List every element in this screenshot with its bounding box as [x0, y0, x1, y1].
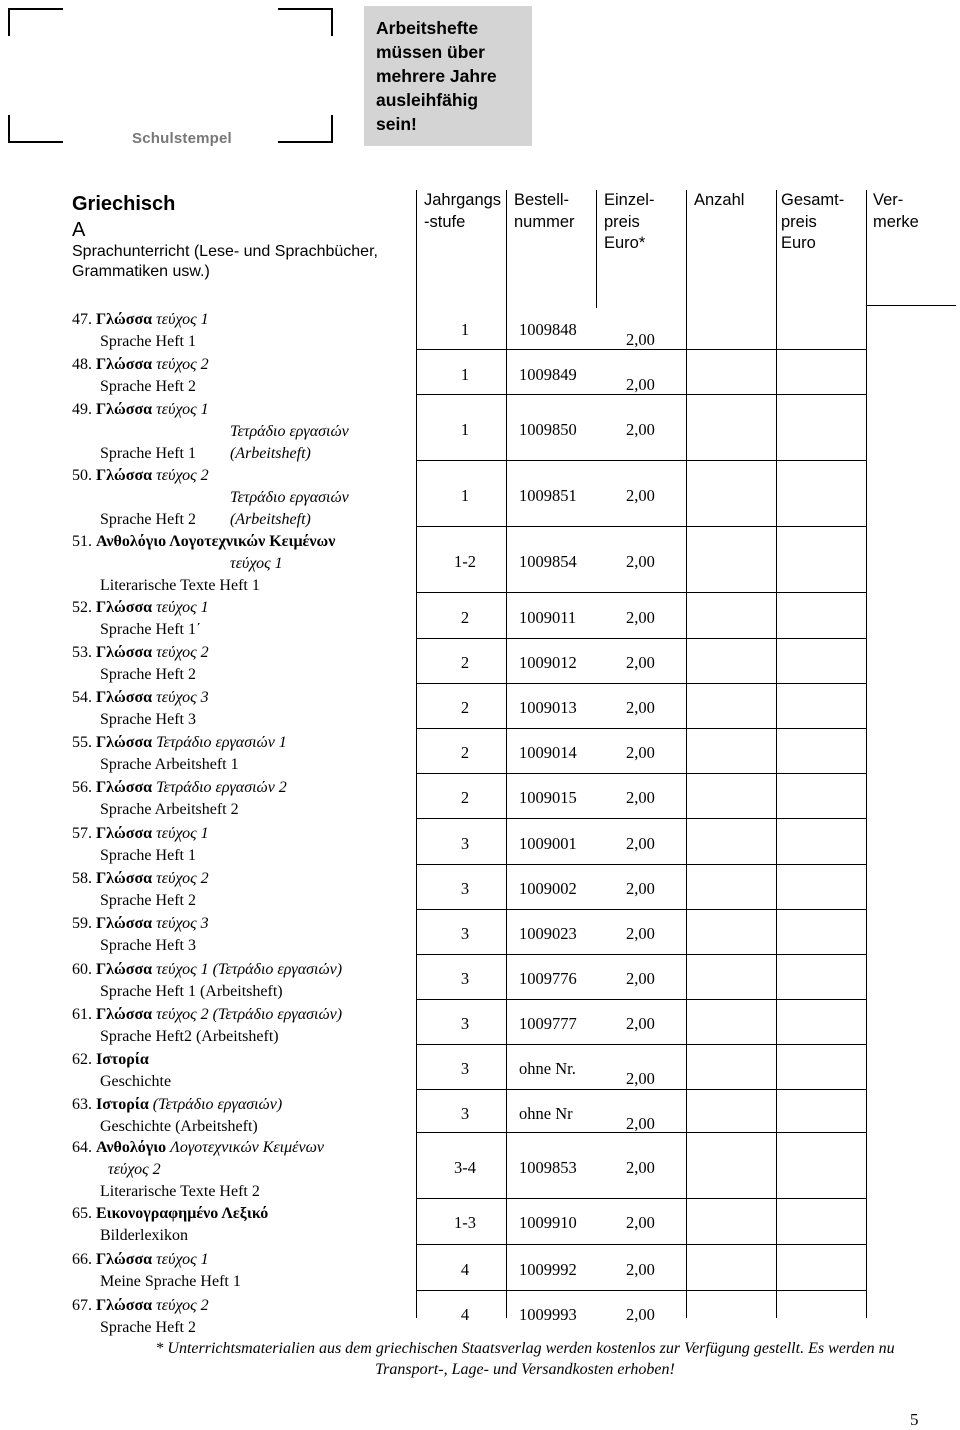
cell-order: 1009023 — [519, 924, 577, 943]
cell-grade: 2 — [460, 608, 470, 627]
item-title-german — [100, 576, 260, 596]
cell-grade: 3 — [460, 1059, 470, 1078]
item-number: 63. — [72, 1096, 92, 1113]
item-volume: τεύχος 1 — [156, 401, 209, 418]
item-title-greek — [72, 400, 209, 420]
item-title-greek — [72, 1204, 268, 1224]
cell-price: 2,00 — [626, 924, 655, 943]
cell-price: 2,00 — [626, 834, 655, 853]
notice-line: sein! — [376, 114, 417, 134]
cell-order: 1009002 — [519, 879, 577, 898]
grid-line — [866, 305, 956, 306]
grid-line — [416, 683, 866, 684]
item-title-bold: Γλώσσα — [96, 644, 153, 661]
item-volume: τεύχος 1 — [156, 1251, 209, 1268]
cell-order: 1009992 — [519, 1260, 577, 1279]
column-header-unit-price: Einzel- preis Euro* — [604, 191, 655, 252]
item-volume: τεύχος 1 — [156, 599, 209, 616]
item-title-bold: Γλώσσα — [96, 599, 153, 616]
item-volume: τεύχος 2 — [156, 644, 209, 661]
cell-grade: 3 — [460, 969, 470, 988]
german-title: Sprache Heft 1 — [100, 333, 196, 350]
cell-order: 1009854 — [519, 552, 577, 571]
item-title-german — [100, 936, 196, 956]
item-number: 49. — [72, 401, 92, 418]
item-subtitle: Τετράδιο εργασιών — [230, 489, 349, 506]
grid-line — [416, 728, 866, 729]
item-title-bold: Ιστορία — [96, 1051, 149, 1068]
cell-grade: 1 — [460, 486, 470, 505]
item-title-greek — [72, 1050, 149, 1070]
item-title-bold: Γλώσσα — [96, 689, 153, 706]
german-title: Geschichte — [100, 1073, 172, 1090]
item-volume: τεύχος 2 — [156, 870, 209, 887]
item-title-greek — [72, 688, 209, 708]
cell-price: 2,00 — [626, 486, 655, 505]
item-title-greek — [72, 598, 209, 618]
item-title-bold: Γλώσσα — [96, 356, 153, 373]
subject-title: Griechisch — [72, 193, 176, 215]
grid-line — [416, 460, 866, 461]
cell-grade: 2 — [460, 653, 470, 672]
stamp-label: Schulstempel — [132, 130, 232, 147]
item-title-bold: Γλώσσα — [96, 961, 153, 978]
grid-line — [596, 190, 597, 308]
item-title-bold: Εικονογραφημένο Λεξικό — [96, 1205, 269, 1222]
item-volume: τεύχος 3 — [156, 689, 209, 706]
grid-line — [416, 190, 417, 1318]
item-title-german — [100, 665, 196, 685]
notice-line: Arbeitshefte — [376, 18, 479, 38]
item-number: 66. — [72, 1251, 92, 1268]
german-title: Sprache Arbeitsheft 2 — [100, 801, 239, 818]
cell-price: 2,00 — [626, 653, 655, 672]
item-title-bold: Ανθολόγιο — [96, 1139, 167, 1156]
item-number: 53. — [72, 644, 92, 661]
grid-line — [416, 818, 866, 819]
item-title-greek — [72, 778, 287, 798]
cell-grade: 3 — [460, 924, 470, 943]
item-title-greek — [72, 1250, 209, 1270]
german-title: Sprache Heft 2 — [100, 378, 196, 395]
item-number: 59. — [72, 915, 92, 932]
cell-order: 1009013 — [519, 698, 577, 717]
cell-order: ohne Nr. — [519, 1059, 576, 1078]
item-number: 48. — [72, 356, 92, 373]
cell-order: 1009853 — [519, 1158, 577, 1177]
cell-grade: 3 — [460, 879, 470, 898]
item-title-greek — [72, 824, 209, 844]
cell-order: 1009850 — [519, 420, 577, 439]
grid-line — [416, 909, 866, 910]
cell-grade: 4 — [460, 1305, 470, 1324]
cell-price: 2,00 — [626, 1213, 655, 1232]
item-title-greek — [72, 310, 209, 330]
item-title-german — [100, 444, 311, 464]
german-title: Sprache Heft 1΄ — [100, 621, 202, 638]
cell-price: 2,00 — [626, 608, 655, 627]
item-number: 56. — [72, 779, 92, 796]
item-title-bold: Γλώσσα — [96, 467, 153, 484]
item-title-bold: Γλώσσα — [96, 870, 153, 887]
cell-grade: 2 — [460, 698, 470, 717]
item-volume: τεύχος 3 — [156, 915, 209, 932]
page-number: 5 — [910, 1410, 919, 1429]
notice-line: mehrere Jahre — [376, 66, 497, 86]
notice-line: müssen über — [376, 42, 485, 62]
item-number: 58. — [72, 870, 92, 887]
item-number: 61. — [72, 1006, 92, 1023]
cell-price: 2,00 — [626, 788, 655, 807]
item-title-greek — [72, 466, 209, 486]
subject-letter: A — [72, 219, 86, 241]
german-title: Sprache Heft 3 — [100, 711, 196, 728]
workbook-note: (Arbeitsheft) — [229, 511, 311, 528]
item-title-bold: Γλώσσα — [96, 1006, 153, 1023]
cell-order: 1009993 — [519, 1305, 577, 1324]
cell-order: 1009776 — [519, 969, 577, 988]
item-title-greek — [72, 355, 209, 375]
cell-price: 2,00 — [626, 552, 655, 571]
cell-price: 2,00 — [626, 1158, 655, 1177]
item-volume: (Τετράδιο εργασιών) — [152, 1096, 283, 1113]
item-title-greek — [72, 914, 209, 934]
cell-order: 1009848 — [519, 320, 577, 339]
item-title-german — [100, 1318, 196, 1338]
german-title: Sprache Heft 2 — [100, 892, 196, 909]
cell-price: 2,00 — [626, 1014, 655, 1033]
item-volume: τεύχος 2 — [156, 1297, 209, 1314]
german-title: Sprache Arbeitsheft 1 — [100, 756, 239, 773]
item-number: 52. — [72, 599, 92, 616]
cell-price: 2,00 — [626, 1069, 655, 1088]
grid-line — [416, 1290, 866, 1291]
item-number: 64. — [72, 1139, 92, 1156]
item-volume: τεύχος 2 (Τετράδιο εργασιών) — [156, 1006, 343, 1023]
grid-line — [416, 1089, 866, 1090]
cell-order: 1009851 — [519, 486, 577, 505]
item-number: 60. — [72, 961, 92, 978]
item-title-bold: Γλώσσα — [96, 734, 153, 751]
item-title-german — [100, 755, 239, 775]
item-title-bold: Γλώσσα — [96, 311, 153, 328]
school-stamp-box — [8, 8, 333, 143]
item-volume: τεύχος 1 — [156, 311, 209, 328]
item-title-german — [100, 1117, 258, 1137]
item-title-greek — [72, 1095, 282, 1115]
grid-line — [506, 190, 507, 1318]
grid-line — [416, 954, 866, 955]
item-title-german — [100, 1226, 188, 1246]
item-title-german — [100, 1182, 260, 1202]
cell-grade: 1-3 — [454, 1213, 476, 1232]
item-number: 57. — [72, 825, 92, 842]
grid-line — [416, 773, 866, 774]
item-volume: Τετράδιο εργασιών 2 — [156, 779, 287, 796]
item-title-bold: Γλώσσα — [96, 915, 153, 932]
german-title: Sprache Heft 2 — [100, 666, 196, 683]
cell-price: 2,00 — [626, 1260, 655, 1279]
item-number: 54. — [72, 689, 92, 706]
cell-order: 1009015 — [519, 788, 577, 807]
cell-order: 1009011 — [519, 608, 577, 627]
item-title-greek — [72, 733, 287, 753]
cell-price: 2,00 — [626, 420, 655, 439]
item-number: 55. — [72, 734, 92, 751]
item-volume: τεύχος 2 — [156, 356, 209, 373]
column-header-quantity: Anzahl — [694, 191, 745, 209]
item-title-bold: Γλώσσα — [96, 1251, 153, 1268]
cell-grade: 2 — [460, 788, 470, 807]
grid-line — [416, 999, 866, 1000]
item-title-bold: Γλώσσα — [96, 1297, 153, 1314]
cell-order: ohne Nr — [519, 1104, 573, 1123]
german-title: Sprache Heft 2 — [100, 1319, 196, 1336]
item-volume: Λογοτεχνικών Κειμένων — [170, 1139, 324, 1156]
cell-grade: 1 — [460, 420, 470, 439]
cell-grade: 2 — [460, 743, 470, 762]
german-title: Meine Sprache Heft 1 — [100, 1273, 241, 1290]
item-volume: τεύχος 1 — [156, 825, 209, 842]
cell-grade: 1 — [460, 365, 470, 384]
cell-price: 2,00 — [626, 743, 655, 762]
item-title-greek — [72, 1005, 342, 1025]
item-title-bold: Γλώσσα — [96, 779, 153, 796]
item-title-german — [100, 846, 196, 866]
grid-line — [776, 190, 777, 1318]
german-title: Sprache Heft2 (Arbeitsheft) — [100, 1028, 279, 1045]
german-title: Sprache Heft 1 (Arbeitsheft) — [100, 983, 283, 1000]
item-title-german — [100, 620, 201, 640]
german-title: Literarische Texte Heft 1 — [100, 577, 260, 594]
item-title-bold: Γλώσσα — [96, 825, 153, 842]
cell-order: 1009777 — [519, 1014, 577, 1033]
item-number: 67. — [72, 1297, 92, 1314]
item-title-greek — [72, 643, 209, 663]
cell-price: 2,00 — [626, 1114, 655, 1133]
item-title-bold: Ανθολόγιο Λογοτεχνικών Κειμένων — [96, 533, 336, 550]
cell-grade: 4 — [460, 1260, 470, 1279]
item-title-german — [100, 377, 196, 397]
grid-line — [686, 190, 687, 1318]
item-title-greek — [72, 960, 342, 980]
cell-price: 2,00 — [626, 698, 655, 717]
grid-line — [866, 190, 867, 1318]
workbook-note: (Arbeitsheft) — [229, 445, 311, 462]
item-title-german — [100, 891, 196, 911]
item-title-german — [100, 982, 283, 1002]
item-volume: τεύχος 1 (Τετράδιο εργασιών) — [156, 961, 343, 978]
cell-order: 1009001 — [519, 834, 577, 853]
grid-line — [416, 864, 866, 865]
german-title: Sprache Heft 1 — [100, 445, 196, 462]
column-header-remarks: Ver- merke — [873, 191, 919, 231]
item-title-german — [100, 710, 196, 730]
item-title-german — [100, 510, 311, 530]
cell-price: 2,00 — [626, 330, 655, 349]
item-title-german — [100, 800, 239, 820]
item-title-greek — [72, 869, 209, 889]
cell-price: 2,00 — [626, 375, 655, 394]
item-volume: τεύχος 2 — [156, 467, 209, 484]
cell-grade: 1-2 — [454, 552, 476, 571]
notice-line: ausleihfähig — [376, 90, 479, 110]
item-subtitle: Τετράδιο εργασιών — [230, 423, 349, 440]
item-title-german — [100, 1272, 241, 1292]
item-number: 50. — [72, 467, 92, 484]
grid-line — [416, 526, 866, 527]
subject-description: Sprachunterricht (Lese- und Sprachbücher, Grammatiken usw.) — [72, 243, 378, 280]
item-number: 62. — [72, 1051, 92, 1068]
cell-grade: 3 — [460, 1014, 470, 1033]
grid-line — [416, 1198, 866, 1199]
item-title-german — [100, 1072, 171, 1092]
column-header-total-price: Gesamt- preis Euro — [781, 191, 845, 252]
item-number: 65. — [72, 1205, 92, 1222]
notice-box — [364, 6, 532, 146]
german-title: Bilderlexikon — [100, 1227, 188, 1244]
german-title: Literarische Texte Heft 2 — [100, 1183, 260, 1200]
item-number: 51. — [72, 533, 92, 550]
cell-price: 2,00 — [626, 1305, 655, 1324]
cell-price: 2,00 — [626, 879, 655, 898]
item-volume: Τετράδιο εργασιών 1 — [156, 734, 287, 751]
item-title-bold: Ιστορία — [96, 1096, 149, 1113]
german-title: Sprache Heft 2 — [100, 511, 196, 528]
item-number: 47. — [72, 311, 92, 328]
footnote: * Unterrichtsmaterialien aus dem griechischen Staatsverlag werden kostenlos zur Verfügung gestellt. Es werden nu Transport-, Lage- und Versandkosten erhoben! — [155, 1340, 895, 1378]
cell-grade: 3 — [460, 1104, 470, 1123]
item-title-greek — [72, 1296, 209, 1316]
item-title-greek — [72, 532, 335, 552]
column-header-grade: Jahrgangs -stufe — [424, 191, 502, 231]
german-title: Geschichte (Arbeitsheft) — [100, 1118, 258, 1135]
cell-order: 1009014 — [519, 743, 577, 762]
item-subtitle: τεύχος 1 — [230, 555, 283, 572]
german-title: Sprache Heft 3 — [100, 937, 196, 954]
grid-line — [416, 1244, 866, 1245]
cell-grade: 3-4 — [454, 1158, 476, 1177]
item-subtitle: τεύχος 2 — [108, 1161, 161, 1178]
item-title-bold: Γλώσσα — [96, 401, 153, 418]
cell-order: 1009012 — [519, 653, 577, 672]
grid-line — [416, 592, 866, 593]
cell-grade: 1 — [460, 320, 470, 339]
item-title-greek — [72, 1138, 324, 1158]
item-title-german — [100, 332, 196, 352]
cell-price: 2,00 — [626, 969, 655, 988]
cell-grade: 3 — [460, 834, 470, 853]
cell-order: 1009910 — [519, 1213, 577, 1232]
column-header-order-number: Bestell- nummer — [514, 191, 575, 231]
cell-order: 1009849 — [519, 365, 577, 384]
german-title: Sprache Heft 1 — [100, 847, 196, 864]
grid-line — [416, 1044, 866, 1045]
grid-line — [416, 638, 866, 639]
item-title-german — [100, 1027, 279, 1047]
